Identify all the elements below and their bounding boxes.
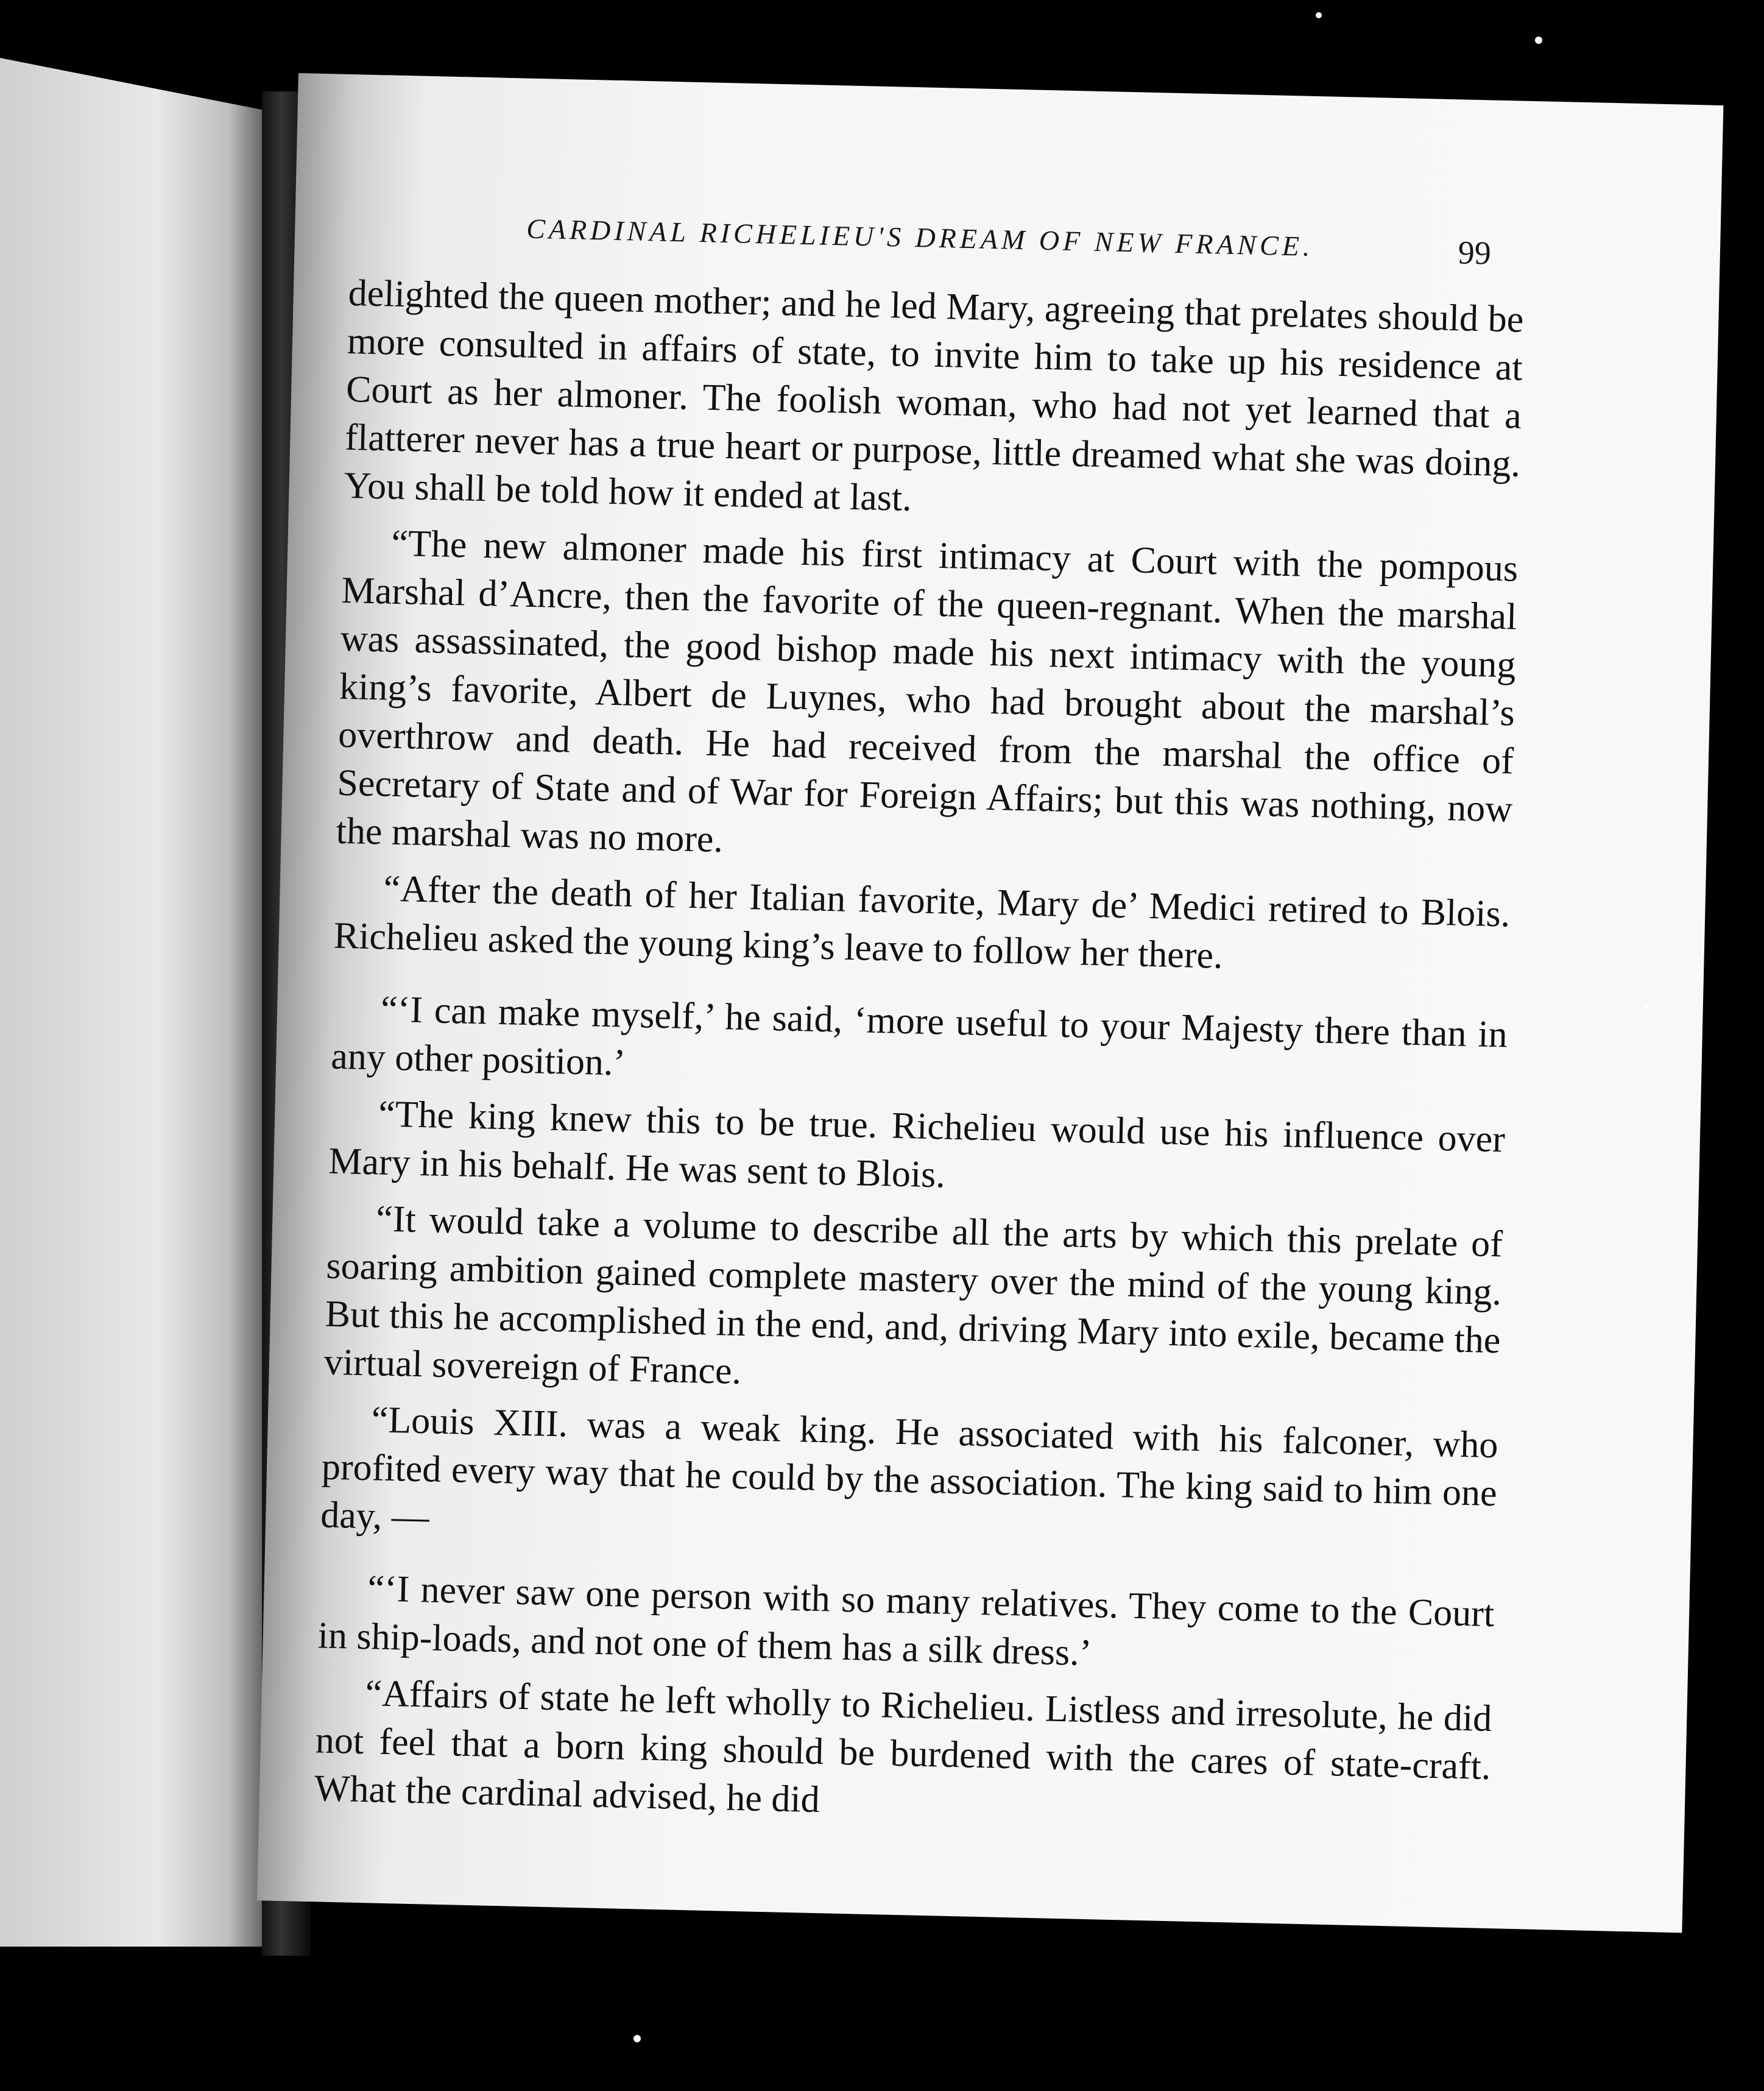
body-text bbox=[314, 269, 1524, 1848]
left-page-edge bbox=[0, 58, 286, 1947]
page-number: 99 bbox=[1458, 234, 1492, 272]
paragraph: “Affairs of state he left wholly to Richelieu. Listless and irresolute, he did not feel that a born king should be burdened with the cares of state-craft. What the cardinal advised, he did bbox=[314, 1672, 1492, 1821]
scan-speck bbox=[1316, 12, 1322, 18]
paragraph: “It would take a volume to describe all the arts by which this prelate of soaring ambition gained complete mastery over the mind of the young king. But this he accomplished in the end, and, driving Mary into exile, became the virtual sovereign of France. bbox=[323, 1198, 1503, 1393]
paragraph: “‘I never saw one person with so many relatives. They come to the Court in ship-loads, and not one of them has a silk dress.’ bbox=[317, 1568, 1495, 1674]
paragraph: “‘I can make myself,’ he said, ‘more useful to your Majesty there than in any other position.’ bbox=[330, 988, 1508, 1084]
paragraph: “Louis XIII. was a weak king. He associated with his falconer, who profited every way that he could by the association. The king said to him one day, — bbox=[320, 1399, 1499, 1538]
scan-speck bbox=[1645, 1005, 1649, 1010]
book-page bbox=[257, 73, 1723, 1933]
paragraph: “The new almoner made his first intimacy at Court with the pompous Marshal d’Ancre, then the favorite of the queen-regnant. When the marshal was assassinated, the good bishop made his next intimacy with the young king’s favorite, Albert de Luynes, who had brought about the marshal’s overthrow and death. He had received from the marshal the office of Secretary of State and of War for Foreign Affairs; but this was nothing, now the marshal was no more. bbox=[336, 522, 1519, 861]
scan-speck bbox=[1535, 37, 1542, 44]
scan-speck bbox=[633, 2035, 641, 2042]
running-head: CARDINAL RICHELIEU'S DREAM OF NEW FRANCE. bbox=[526, 213, 1314, 262]
paragraph: “After the death of her Italian favorite, Mary de’ Medici retired to Blois. Richelieu asked the young king’s leave to follow her there. bbox=[333, 868, 1511, 977]
paragraph: “The king knew this to be true. Richelieu would use his influence over Mary in his behalf. He was sent to Blois. bbox=[328, 1093, 1506, 1196]
paragraph: delighted the queen mother; and he led Mary, agreeing that prelates should be more consulted in affairs of state, to invite him to take up his residence at Court as her almoner. The foolish woman, who had not yet learned that a flatterer never has a true heart or purpose, little dreamed what she was doing. You shall be told how it ended at last. bbox=[343, 272, 1525, 520]
